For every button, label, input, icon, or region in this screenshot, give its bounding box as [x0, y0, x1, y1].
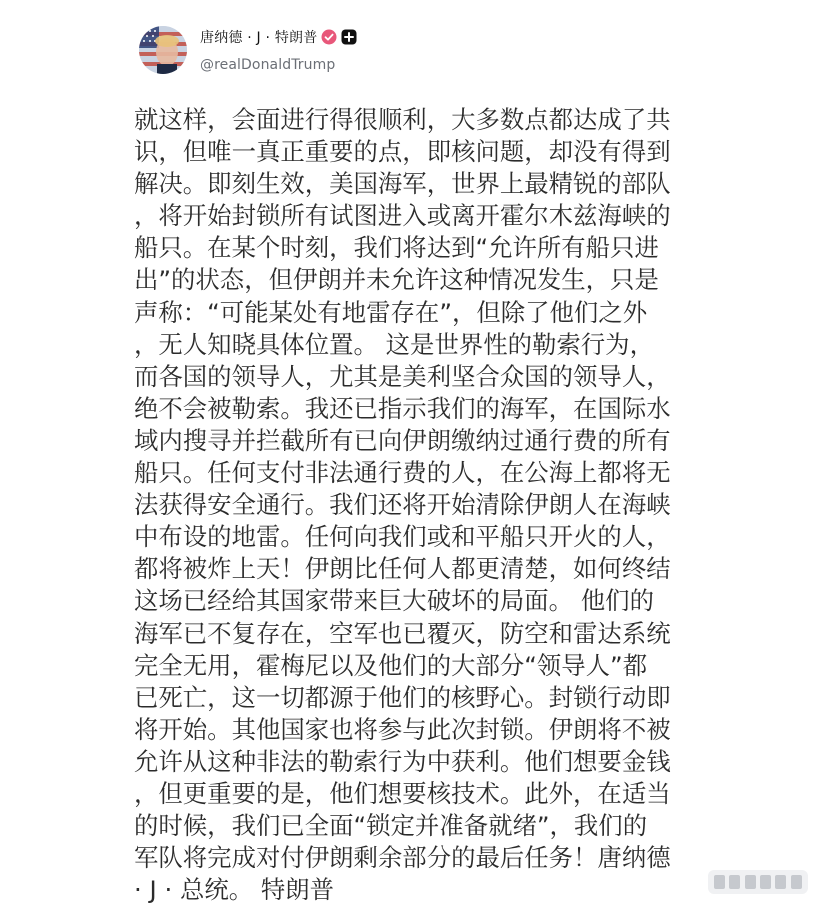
post-text-line: 允许从这种非法的勒索行为中获利。他们想要金钱 — [134, 746, 671, 776]
post-text-line: ，无人知晓具体位置。 这是世界性的勒索行为， — [134, 329, 654, 359]
post-text-line: · J · 总统。 特朗普 — [134, 875, 335, 905]
action-indicator — [714, 875, 725, 889]
post-text-line: 出”的状态，但伊朗并未允许这种情况发生，只是 — [134, 265, 659, 295]
verified-badge-icon — [321, 29, 337, 45]
post-text-line: 完全无用，霍梅尼以及他们的大部分“领导人”都 — [134, 650, 648, 680]
add-follow-icon[interactable] — [341, 29, 357, 45]
post-text-line: 军队将完成对付伊朗剩余部分的最后任务！唐纳德 — [134, 843, 671, 873]
action-indicator — [729, 875, 740, 889]
post-text — [134, 104, 714, 906]
action-indicator — [775, 875, 786, 889]
post-text-line: 解决。即刻生效，美国海军，世界上最精锐的部队 — [134, 169, 671, 199]
avatar[interactable] — [139, 26, 187, 74]
post-text-line: 域内搜寻并拦截所有已向伊朗缴纳过通行费的所有 — [134, 425, 671, 455]
author-display-name[interactable]: 唐纳德 · J · 特朗普 — [200, 30, 318, 46]
post-header — [139, 26, 357, 82]
post-text-line: 识，但唯一真正重要的点，即核问题，却没有得到 — [134, 137, 671, 167]
post-text-line: 中布设的地雷。任何向我们或和平船只开火的人， — [134, 522, 671, 552]
post-text-line: 已死亡，这一切都源于他们的核野心。封锁行动即 — [134, 682, 671, 712]
post-text-line: 绝不会被勒索。我还已指示我们的海军，在国际水 — [134, 393, 671, 423]
action-indicator — [791, 875, 802, 889]
post-text-line: 船只。在某个时刻，我们将达到“允许所有船只进 — [134, 233, 659, 263]
post-text-line: 就这样，会面进行得很顺利，大多数点都达成了共 — [134, 105, 671, 134]
post-text-line: 而各国的领导人，尤其是美利坚合众国的领导人， — [134, 361, 671, 391]
more-actions-bar[interactable] — [708, 870, 808, 894]
post-text-line: 这场已经给其国家带来巨大破坏的局面。 他们的 — [134, 586, 654, 616]
author-handle[interactable]: @realDonaldTrump — [200, 57, 336, 73]
post-text-line: ，将开始封锁所有试图进入或离开霍尔木兹海峡的 — [134, 201, 671, 231]
post-text-line: 海军已不复存在，空军也已覆灭，防空和雷达系统 — [134, 618, 671, 648]
author-name-row — [200, 26, 357, 48]
post-text-line: ，但更重要的是，他们想要核技术。此外，在适当 — [134, 778, 671, 808]
post-text-line: 声称：“可能某处有地雷存在”，但除了他们之外 — [134, 297, 648, 327]
action-indicator — [760, 875, 771, 889]
post-text-line: 法获得安全通行。我们还将开始清除伊朗人在海峡 — [134, 490, 671, 520]
post-text-line: 将开始。其他国家也将参与此次封锁。伊朗将不被 — [134, 714, 671, 744]
flag-portrait-avatar-icon — [139, 26, 187, 74]
action-indicator — [745, 875, 756, 889]
author-info — [200, 26, 357, 73]
post-text-line: 都将被炸上天！伊朗比任何人都更清楚，如何终结 — [134, 554, 671, 584]
post-text-line: 的时候，我们已全面“锁定并准备就绪”，我们的 — [134, 811, 648, 841]
post-text-line: 船只。任何支付非法通行费的人，在公海上都将无 — [134, 458, 671, 488]
